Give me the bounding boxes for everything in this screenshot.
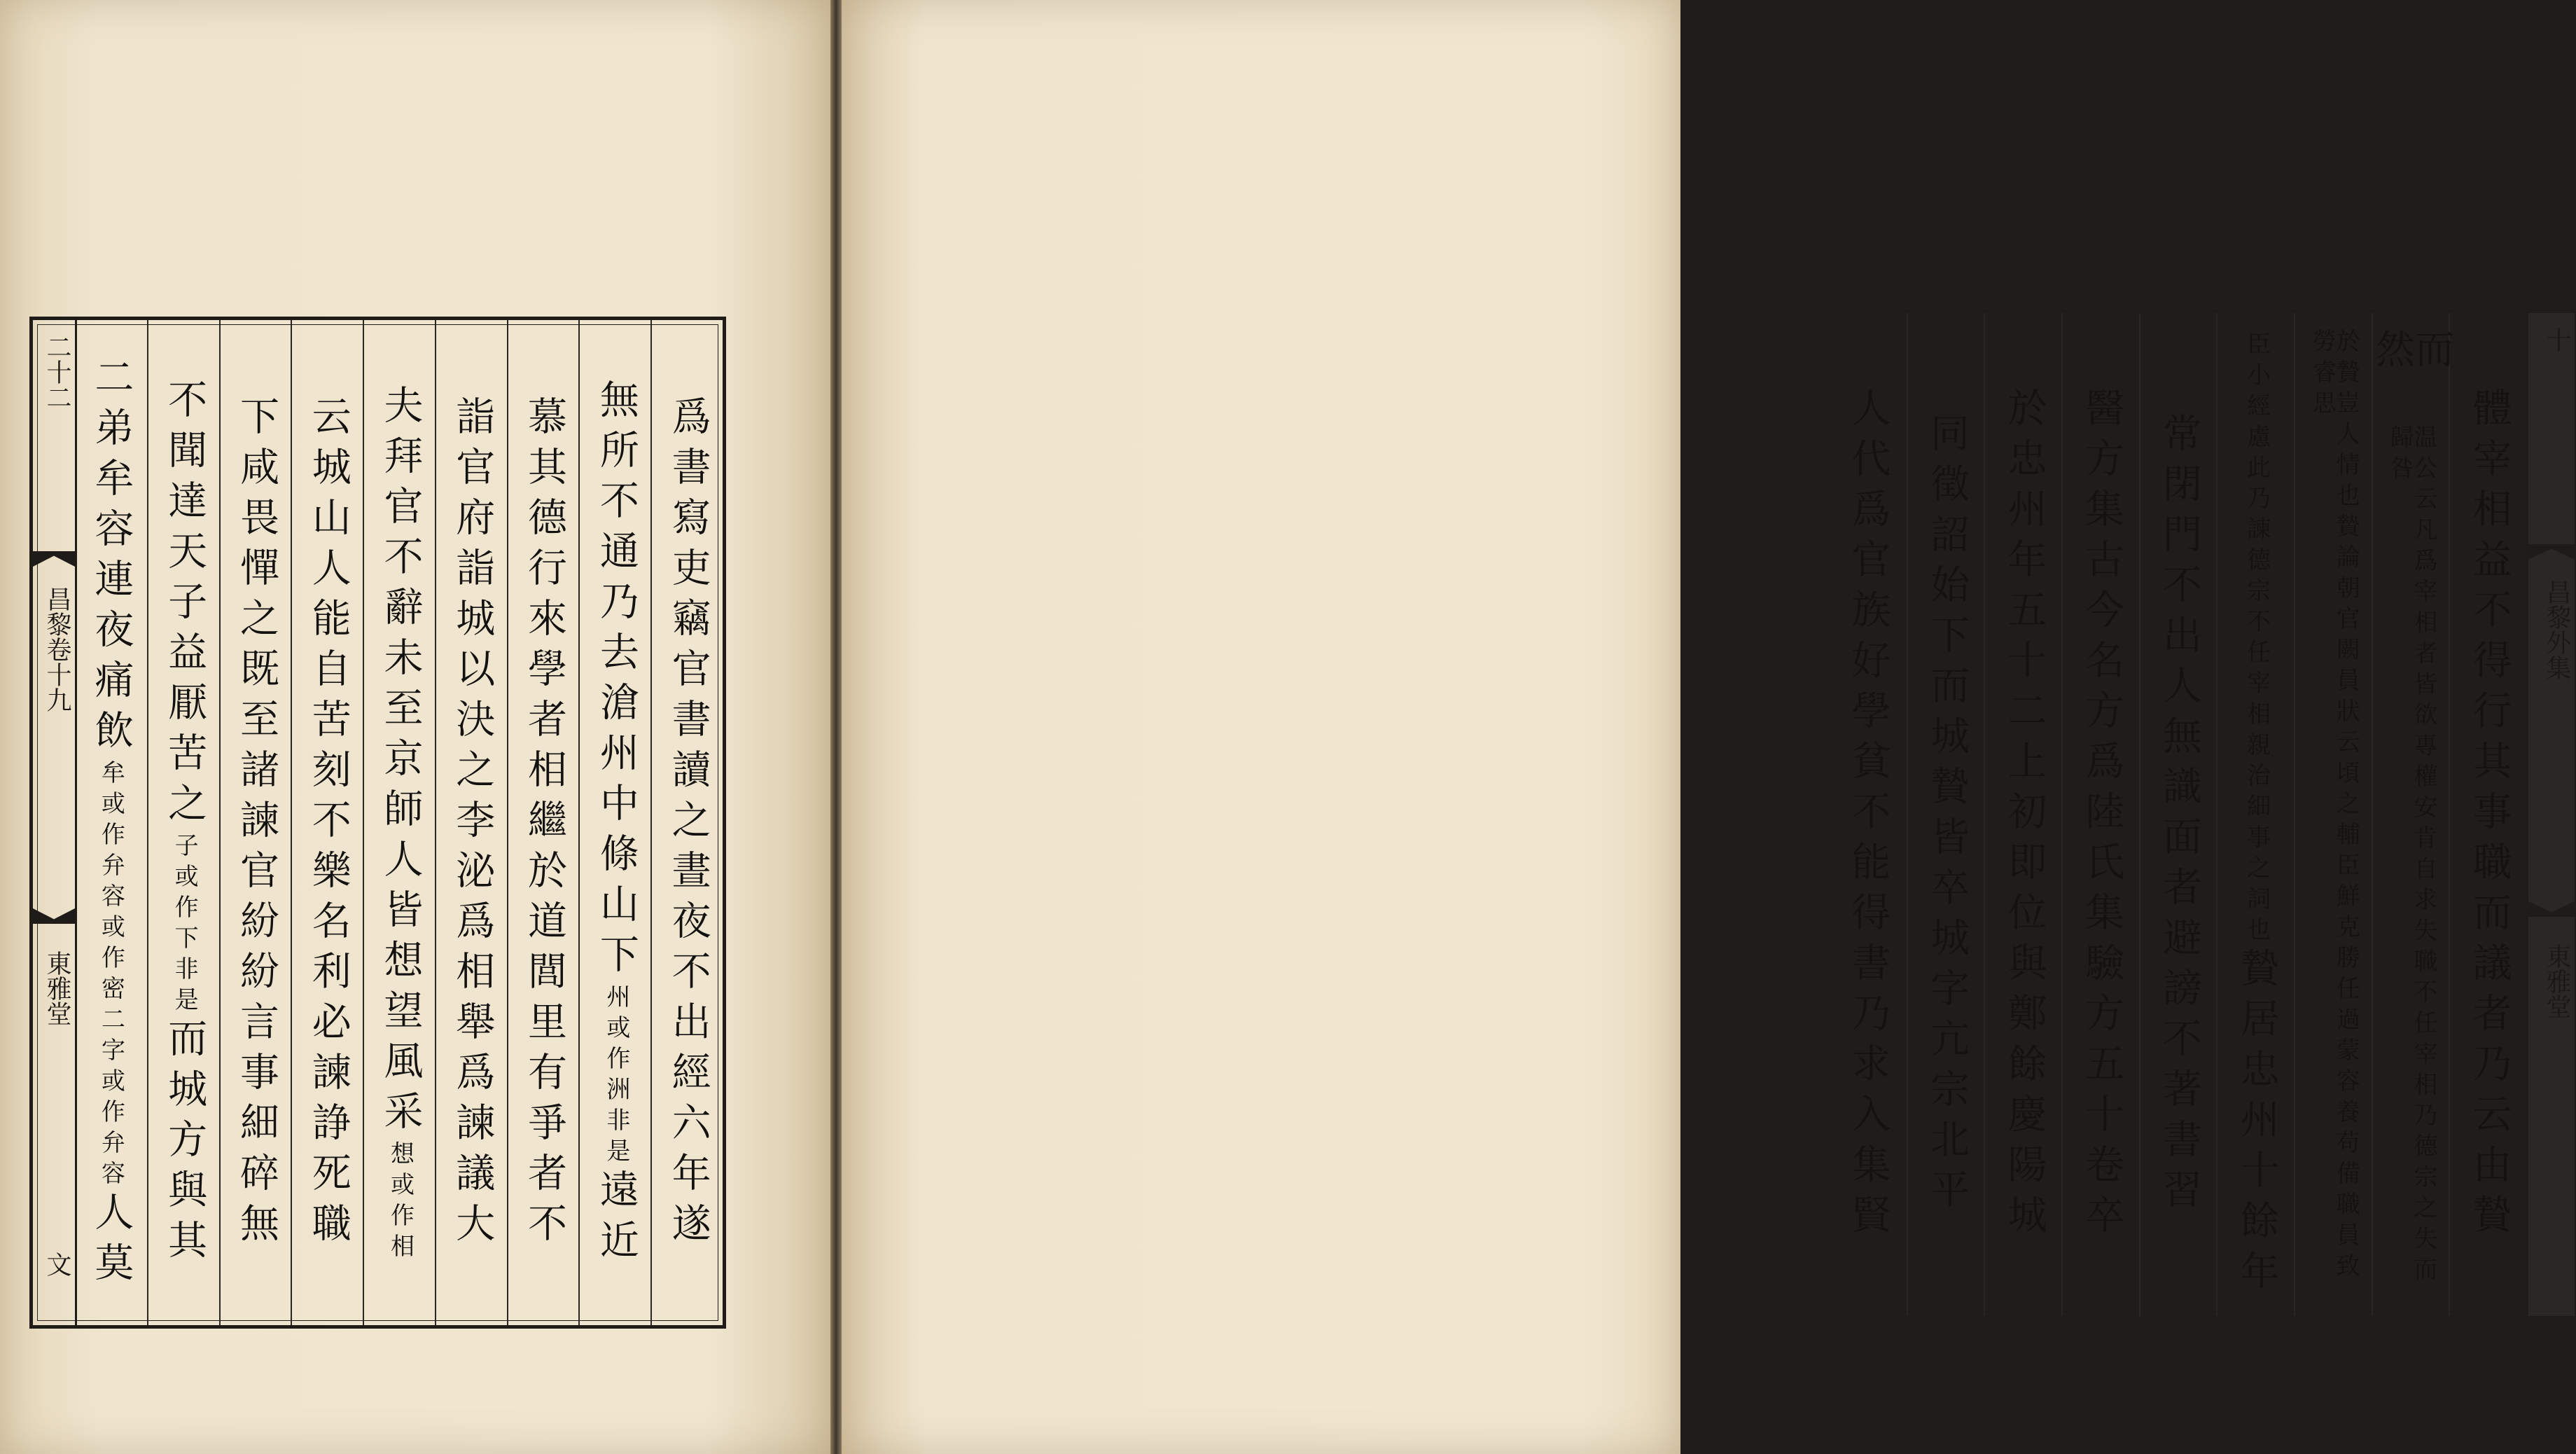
- column-main-text: 於忠州年五十二上初即位與鄭餘慶陽城: [2001, 387, 2047, 1245]
- text-column: [2449, 313, 2528, 1316]
- column-main-text: 夫拜官不辭未至京師人皆想望風采: [377, 384, 424, 1141]
- text-column: [1984, 313, 2063, 1316]
- column-main-text: 不聞達天子益厭苦之: [162, 378, 208, 833]
- column-main-text: 城字亢宗北平: [1923, 917, 1970, 1219]
- column-main-text: 遠近: [593, 1168, 639, 1270]
- column-annotation-text: 子或作下非是: [170, 832, 199, 1018]
- text-column: [2061, 313, 2140, 1316]
- column-main-text: 云城山人能自苦刻不樂名利必諫諍死職: [305, 395, 351, 1253]
- text-column: [291, 320, 364, 1325]
- column-main-text: 二弟牟容連夜痛飲: [88, 356, 134, 760]
- column-main-text: 而然: [2369, 328, 2454, 379]
- margin-foot-mark: 文: [43, 1252, 71, 1277]
- text-column: [2139, 313, 2218, 1316]
- column-annotation-text: 想或作相: [386, 1140, 415, 1264]
- text-column: [435, 320, 508, 1325]
- center-margin-strip: [2526, 313, 2575, 1316]
- right-page: [842, 0, 2571, 1454]
- column-annotation-text: 温公云凡爲宰相者皆欲專權安肯自求失職不任宰相乃德宗之失而歸咎: [2385, 424, 2437, 1287]
- left-page: [0, 0, 830, 1454]
- text-column: [219, 320, 293, 1325]
- column-annotation-text: 於贄豈人情也贄論朝官闕員狀云頃之輔臣鮮克勝任過蒙容養苟備職員致勞睿思: [2308, 328, 2360, 1284]
- text-column: [75, 320, 147, 1325]
- margin-volume-title: 昌黎外集: [2542, 579, 2571, 680]
- column-main-text: 醫方集古今名方爲陸氏集驗方五十卷卒: [2079, 387, 2125, 1245]
- text-column: [2216, 313, 2295, 1316]
- column-main-text: 同徵詔始下而城贄皆卒: [1923, 413, 1970, 917]
- text-column: [650, 320, 724, 1325]
- column-main-text: 體宰相益不得行其事職而議者乃云由贄: [2466, 387, 2512, 1245]
- column-main-text: 常閉門不出人無識面者避謗不著書習: [2156, 413, 2202, 1219]
- margin-publisher-name: 東雅堂: [2542, 943, 2571, 1019]
- margin-folio-number: 二十二: [43, 334, 71, 410]
- text-column: [1907, 313, 1986, 1316]
- text-column: [363, 320, 436, 1325]
- fish-tail-mark: [33, 908, 75, 924]
- column-annotation-text: 臣小經慮此乃諫德宗不任宰相親治細事之詞也: [2242, 331, 2271, 948]
- center-margin-strip: [33, 320, 77, 1325]
- fish-tail-mark: [2528, 901, 2575, 917]
- fish-tail-mark: [33, 551, 75, 567]
- column-annotation-text: 牟或作弁容或作密二字或作弁容: [97, 759, 125, 1191]
- column-main-text: 無所不通乃去滄州中條山下: [593, 378, 639, 984]
- column-main-text: 贄居忠州十餘年: [2234, 948, 2280, 1301]
- text-column: [2369, 313, 2454, 1316]
- fish-tail-mark: [2528, 544, 2575, 560]
- text-column: [2294, 313, 2373, 1316]
- column-main-text: 下咸畏憚之既至諸諫官紛紛言事細碎無: [233, 395, 279, 1253]
- column-main-text: 而城方與其: [162, 1017, 208, 1270]
- column-main-text: 慕其德行來學者相繼於道閭里有爭者不: [522, 395, 568, 1253]
- text-column: [147, 320, 221, 1325]
- margin-volume-title: 昌黎卷十九: [43, 586, 71, 712]
- column-main-text: 人代爲官族好學貧不能得書乃求入集賢: [1845, 387, 1891, 1245]
- margin-folio-number: 十: [2542, 327, 2571, 352]
- text-column: [1829, 313, 1907, 1316]
- column-main-text: 詣官府詣城以決之李泌爲相舉爲諫議大: [450, 395, 496, 1253]
- text-column: [578, 320, 652, 1325]
- right-text-frame: [1825, 310, 2576, 1320]
- margin-publisher-name: 東雅堂: [43, 950, 71, 1026]
- left-text-frame: [29, 317, 726, 1329]
- column-annotation-text: 州或作洲非是: [601, 983, 630, 1169]
- column-main-text: 爲書寫吏竊官書讀之晝夜不出經六年遂: [665, 395, 711, 1253]
- text-column: [507, 320, 580, 1325]
- book-gutter: [830, 0, 842, 1454]
- column-main-text: 人莫: [88, 1191, 134, 1292]
